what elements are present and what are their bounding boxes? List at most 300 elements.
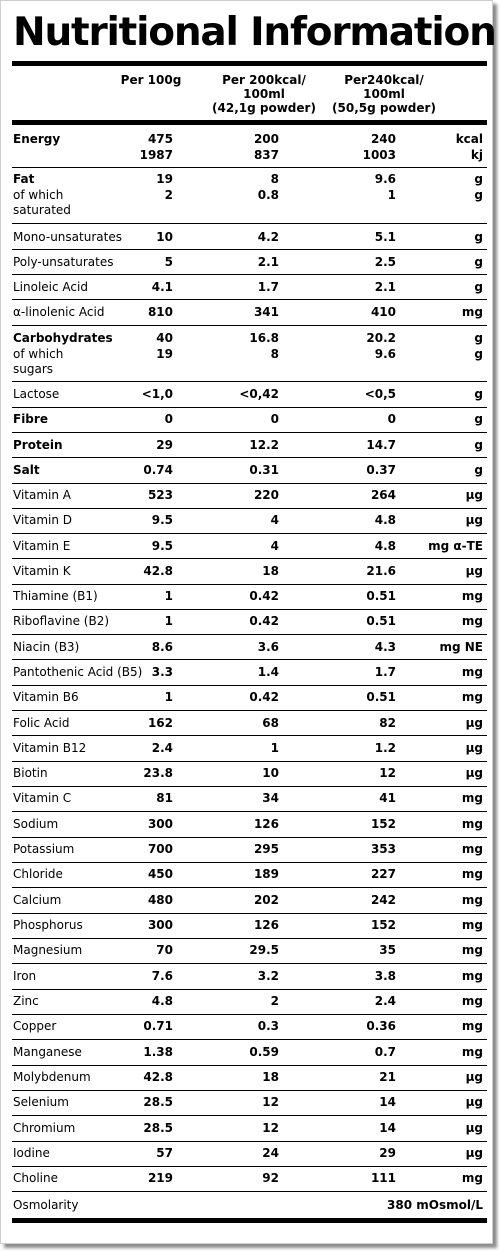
value-per-100g-line: 450 [147,867,173,881]
value-per-100g-line: 162 [147,716,173,730]
value-per-240kcal [379,1070,396,1086]
value-per-200kcal [258,172,279,203]
nutrient-label-line: Phosphorus [13,918,83,932]
unit-label [462,842,483,858]
unit-label [466,741,483,757]
value-per-200kcal [249,614,279,630]
value-per-100g [152,994,173,1010]
nutrient-label [13,255,113,271]
value-per-240kcal-line: 14.7 [366,438,396,452]
value-per-100g [148,867,173,883]
value-per-240kcal [375,280,396,296]
unit-label-line: g [474,463,483,477]
bottom-rule [12,1218,487,1223]
nutrient-label [13,564,71,580]
value-per-100g [165,690,173,706]
title-rule [12,61,487,66]
row-divider [12,659,487,660]
value-per-240kcal [379,791,396,807]
nutrient-label [13,438,63,454]
value-per-100g-line: 70 [156,943,173,957]
unit-label [466,1146,483,1162]
nutrient-label-line: Vitamin A [13,488,71,502]
value-per-200kcal [262,564,279,580]
nutrient-label [13,918,83,934]
value-per-200kcal [249,690,279,706]
value-per-240kcal-line: 1003 [362,147,396,162]
value-per-240kcal-line: 0.36 [366,1019,396,1033]
value-per-200kcal-line: 4 [270,513,279,527]
unit-label [462,893,483,909]
row-divider [12,1141,487,1142]
row-divider [12,223,487,224]
unit-label [462,1019,483,1035]
value-per-200kcal [254,867,279,883]
nutrient-label-line: Chromium [13,1121,76,1135]
unit-label-line: kj [470,147,483,162]
value-per-100g [152,741,173,757]
value-per-100g [148,893,173,909]
unit-label-line: g [474,346,483,361]
value-per-240kcal-line: 41 [379,791,396,805]
value-per-240kcal-line: 29 [379,1146,396,1160]
value-per-200kcal-line: 0.3 [257,1019,279,1033]
nutrient-label [13,741,86,757]
value-per-100g-line: 810 [147,305,173,319]
value-per-240kcal-line: 12 [379,766,396,780]
value-per-200kcal-line: 3.6 [257,640,279,654]
value-per-240kcal [375,969,396,985]
value-per-240kcal-line: 264 [370,488,396,502]
nutrient-label-line: Biotin [13,766,48,780]
value-per-100g-line: 3.3 [151,665,173,679]
value-per-200kcal-line: 1.7 [257,280,279,294]
value-per-240kcal-line: 14 [379,1121,396,1135]
nutrient-label-line: Niacin (B3) [13,640,80,654]
unit-label-line: mg [461,842,483,856]
value-per-240kcal-line: <0,5 [364,387,396,401]
value-per-100g-line: 1987 [139,147,173,162]
value-per-100g [148,488,173,504]
nutrient-label-line: Linoleic Acid [13,280,88,294]
unit-label-line: g [474,172,483,186]
unit-label [466,488,483,504]
value-per-100g [143,1045,173,1061]
value-per-240kcal [379,766,396,782]
value-per-200kcal-line: 126 [253,817,279,831]
value-per-100g [148,305,173,321]
value-per-200kcal-line: 92 [262,1171,279,1185]
row-divider [12,533,487,534]
value-per-240kcal [379,1146,396,1162]
value-per-240kcal [375,255,396,271]
value-per-200kcal [262,1121,279,1137]
value-per-240kcal-line: 0 [387,412,396,426]
value-per-200kcal-line: 126 [253,918,279,932]
value-per-100g-line: 1 [164,690,173,704]
unit-label [462,305,483,321]
value-per-200kcal [249,943,279,959]
value-per-100g-line: 5 [164,255,173,269]
unit-label [462,1045,483,1061]
value-per-240kcal-line: 3.8 [374,969,396,983]
value-per-100g-line: 700 [147,842,173,856]
unit-label-line: µg [465,716,483,730]
unit-label-line: µg [465,513,483,527]
value-per-240kcal-line: 0.51 [366,614,396,628]
unit-label [474,331,483,362]
unit-label-line: mg [461,1019,483,1033]
value-per-240kcal [371,488,396,504]
value-per-240kcal [366,1019,396,1035]
value-per-240kcal [375,640,396,656]
value-per-200kcal-line: 200 [253,132,279,146]
nutrient-label [13,331,113,378]
value-per-200kcal [254,488,279,504]
value-per-100g [156,331,173,362]
nutrient-label-line: Copper [13,1019,57,1033]
value-per-100g [156,791,173,807]
value-per-100g [143,1095,173,1111]
value-per-240kcal-line: 410 [370,305,396,319]
value-per-240kcal [371,305,396,321]
value-per-200kcal [254,918,279,934]
value-per-100g [143,1121,173,1137]
unit-label-line: mg [461,969,483,983]
row-divider [12,609,487,610]
value-per-100g-line: 219 [147,1171,173,1185]
value-per-200kcal [249,589,279,605]
row-divider [12,1115,487,1116]
row-divider [12,249,487,250]
unit-label-line: µg [465,1121,483,1135]
unit-label-line: kcal [455,132,483,146]
value-per-200kcal-line: 0.42 [249,589,279,603]
value-per-240kcal [375,741,396,757]
value-per-240kcal-line: 82 [379,716,396,730]
nutrient-label-line: Potassium [13,842,75,856]
value-per-200kcal-line: 295 [253,842,279,856]
value-per-100g-line: 523 [147,488,173,502]
value-per-100g [152,280,173,296]
unit-label [474,412,483,428]
value-per-100g [148,716,173,732]
value-per-100g [143,463,173,479]
row-divider [12,862,487,863]
unit-label-line: µg [465,766,483,780]
value-per-200kcal [258,665,279,681]
value-per-240kcal-line: 2.5 [374,255,396,269]
value-per-200kcal [262,1171,279,1187]
unit-label-line: mg [461,614,483,628]
osmolarity-value: 380 mOsmol/L [387,1198,483,1212]
unit-label [462,665,483,681]
nutrient-label [13,640,79,656]
value-per-240kcal [366,589,396,605]
value-per-240kcal [371,842,396,858]
unit-label-line: µg [465,1095,483,1109]
nutrient-label [13,994,39,1010]
value-per-200kcal-line: 2 [270,994,279,1008]
nutrient-label-line: Salt [13,463,40,477]
unit-label [462,589,483,605]
nutrient-label [13,690,79,706]
row-divider [12,274,487,275]
value-per-240kcal-line: 353 [370,842,396,856]
nutrient-label-line: Iodine [13,1146,50,1160]
value-per-200kcal-line: 202 [253,893,279,907]
unit-label [456,132,483,163]
row-divider [12,989,487,990]
value-per-240kcal [366,690,396,706]
value-per-100g-line: 1.38 [143,1045,173,1059]
row-divider [12,710,487,711]
value-per-200kcal [262,1095,279,1111]
row-divider [12,558,487,559]
nutrient-label-line: Vitamin B12 [13,741,87,755]
value-per-100g [143,564,173,580]
row-divider [12,1039,487,1040]
value-per-240kcal-line: 240 [370,132,396,146]
unit-label [428,539,483,555]
nutrient-label-line: Choline [13,1171,58,1185]
value-per-200kcal [258,640,279,656]
value-per-240kcal-line: 4.8 [374,513,396,527]
value-per-240kcal [375,1045,396,1061]
value-per-240kcal-line: 0.51 [366,589,396,603]
nutrient-label [13,412,48,428]
value-per-100g [165,589,173,605]
nutrient-label-line: of which [13,346,64,361]
nutrient-label-line: Vitamin D [13,513,73,527]
row-divider [12,634,487,635]
value-per-100g [165,614,173,630]
value-per-100g [152,665,173,681]
value-per-100g-line: 9.5 [151,539,173,553]
value-per-240kcal [379,1095,396,1111]
nutrient-label-line: Fibre [13,412,48,426]
unit-label-line: mg [461,791,483,805]
value-per-240kcal-line: 227 [370,867,396,881]
value-per-100g [148,918,173,934]
value-per-100g-line: 28.5 [143,1095,173,1109]
row-divider [12,299,487,300]
unit-label-line: g [474,280,483,294]
value-per-200kcal-line: 4.2 [257,230,279,244]
value-per-200kcal-line: 16.8 [249,331,279,345]
nutrient-label-line: Vitamin E [13,539,71,553]
unit-label-line: mg [461,665,483,679]
value-per-240kcal [363,132,396,163]
unit-label [466,1121,483,1137]
value-per-200kcal-line: 0.59 [249,1045,279,1059]
nutrient-label-line: Energy [13,132,61,146]
nutrient-label-line: Iron [13,969,37,983]
value-per-240kcal-line: 111 [370,1171,396,1185]
value-per-100g [148,817,173,833]
nutrient-label-line: Selenium [13,1095,69,1109]
value-per-100g-line: 300 [147,817,173,831]
row-divider [12,685,487,686]
value-per-200kcal-line: 12 [262,1121,279,1135]
value-per-240kcal [366,331,396,362]
unit-label-line: mg [461,918,483,932]
nutrient-label [13,539,70,555]
value-per-200kcal [271,412,279,428]
row-divider [12,483,487,484]
value-per-240kcal [375,994,396,1010]
nutrient-label-line: Thiamine (B1) [13,589,98,603]
nutrient-label-line: of which [13,187,64,202]
value-per-200kcal [258,280,279,296]
row-divider [12,325,487,326]
value-per-240kcal-line: 9.6 [374,172,396,186]
nutrient-label-line: α-linolenic Acid [13,305,105,319]
nutrient-label-line: Manganese [13,1045,82,1059]
value-per-100g [165,255,173,271]
value-per-200kcal-line: 341 [253,305,279,319]
value-per-200kcal-line: 0.31 [249,463,279,477]
value-per-100g-line: 28.5 [143,1121,173,1135]
unit-label [466,1095,483,1111]
nutrient-label-line: Molybdenum [13,1070,91,1084]
value-per-100g-line: 81 [156,791,173,805]
value-per-100g-line: 0.71 [143,1019,173,1033]
value-per-200kcal [249,331,279,362]
unit-label [466,766,483,782]
value-per-100g-line: 29 [156,438,173,452]
nutrient-label [13,280,88,296]
unit-label [462,690,483,706]
value-per-200kcal [262,1070,279,1086]
value-per-100g-line: 475 [147,132,173,146]
value-per-200kcal [258,230,279,246]
row-divider [12,735,487,736]
value-per-100g [156,230,173,246]
value-per-100g-line: 4.1 [151,280,173,294]
value-per-200kcal [249,438,279,454]
value-per-200kcal-line: 10 [262,766,279,780]
value-per-200kcal-line: 837 [253,147,279,162]
row-divider [12,457,487,458]
value-per-200kcal-line: 1.4 [257,665,279,679]
value-per-200kcal-line: 34 [262,791,279,805]
value-per-100g-line: 480 [147,893,173,907]
nutrient-label-line: Folic Acid [13,716,70,730]
value-per-200kcal [271,513,279,529]
value-per-200kcal-line: 4 [270,539,279,553]
value-per-100g-line: 8.6 [151,640,173,654]
row-divider [12,167,487,168]
unit-label-line: mg [461,867,483,881]
value-per-100g [143,1070,173,1086]
nutrient-label [13,1095,69,1111]
value-per-100g-line: 0.74 [143,463,173,477]
value-per-200kcal [262,1146,279,1162]
nutrient-label-line: Vitamin C [13,791,72,805]
value-per-200kcal-line: 68 [262,716,279,730]
value-per-200kcal-line: 0 [270,412,279,426]
value-per-200kcal [254,842,279,858]
unit-label-line: g [474,187,483,202]
nutrient-label [13,1121,75,1137]
value-per-240kcal [371,918,396,934]
unit-label [462,867,483,883]
nutrient-label-line: Calcium [13,893,62,907]
unit-label-line: mg [461,1045,483,1059]
value-per-240kcal [366,614,396,630]
nutrient-label [13,387,59,403]
unit-label [462,969,483,985]
row-divider [12,1014,487,1015]
row-divider [12,508,487,509]
value-per-200kcal-line: 220 [253,488,279,502]
value-per-240kcal-line: 9.6 [374,346,396,361]
value-per-240kcal [366,438,396,454]
value-per-200kcal-line: <0,42 [239,387,279,401]
value-per-240kcal [375,665,396,681]
row-divider [12,1065,487,1066]
nutrient-label [13,463,40,479]
value-per-200kcal-line: 8 [270,172,279,186]
value-per-100g [143,1019,173,1035]
value-per-240kcal [366,463,396,479]
nutrient-label-line: Mono-unsaturates [13,230,122,244]
nutrient-label [13,305,104,321]
unit-label [474,255,483,271]
nutrient-label-line: Pantothenic Acid (B5) [13,665,143,679]
unit-label-line: µg [465,488,483,502]
column-header-per-200kcal: Per 200kcal/ 100ml (42,1g powder) [212,73,316,115]
value-per-200kcal-line: 18 [262,1070,279,1084]
value-per-100g [152,969,173,985]
unit-label-line: mg NE [439,640,483,654]
unit-label-line: mg [461,817,483,831]
value-per-100g-line: 10 [156,230,173,244]
unit-label [474,463,483,479]
value-per-240kcal [379,716,396,732]
value-per-200kcal [258,969,279,985]
nutrient-label [13,488,71,504]
value-per-200kcal [254,305,279,321]
value-per-240kcal-line: 0.7 [374,1045,396,1059]
value-per-100g-line: 7.6 [151,969,173,983]
value-per-200kcal [254,817,279,833]
value-per-240kcal-line: 14 [379,1095,396,1109]
nutrient-label-line: Carbohydrates [13,331,113,345]
value-per-100g-line: 1 [164,589,173,603]
unit-label-line: g [474,230,483,244]
value-per-100g [142,387,173,403]
nutrient-label-line: saturated [13,203,71,217]
column-header-per-100g: Per 100g [120,73,182,87]
unit-label-line: mg [461,690,483,704]
row-divider [12,761,487,762]
value-per-240kcal-line: 1 [387,187,396,202]
nutrient-label [13,969,36,985]
row-divider [12,913,487,914]
value-per-240kcal-line: 35 [379,943,396,957]
unit-label-line: mg [461,943,483,957]
value-per-200kcal [271,539,279,555]
nutrient-label [13,230,122,246]
nutrient-label [13,172,71,219]
value-per-200kcal-line: 12.2 [249,438,279,452]
value-per-200kcal [258,255,279,271]
value-per-200kcal-line: 2.1 [257,255,279,269]
value-per-200kcal-line: 189 [253,867,279,881]
value-per-240kcal-line: 152 [370,918,396,932]
